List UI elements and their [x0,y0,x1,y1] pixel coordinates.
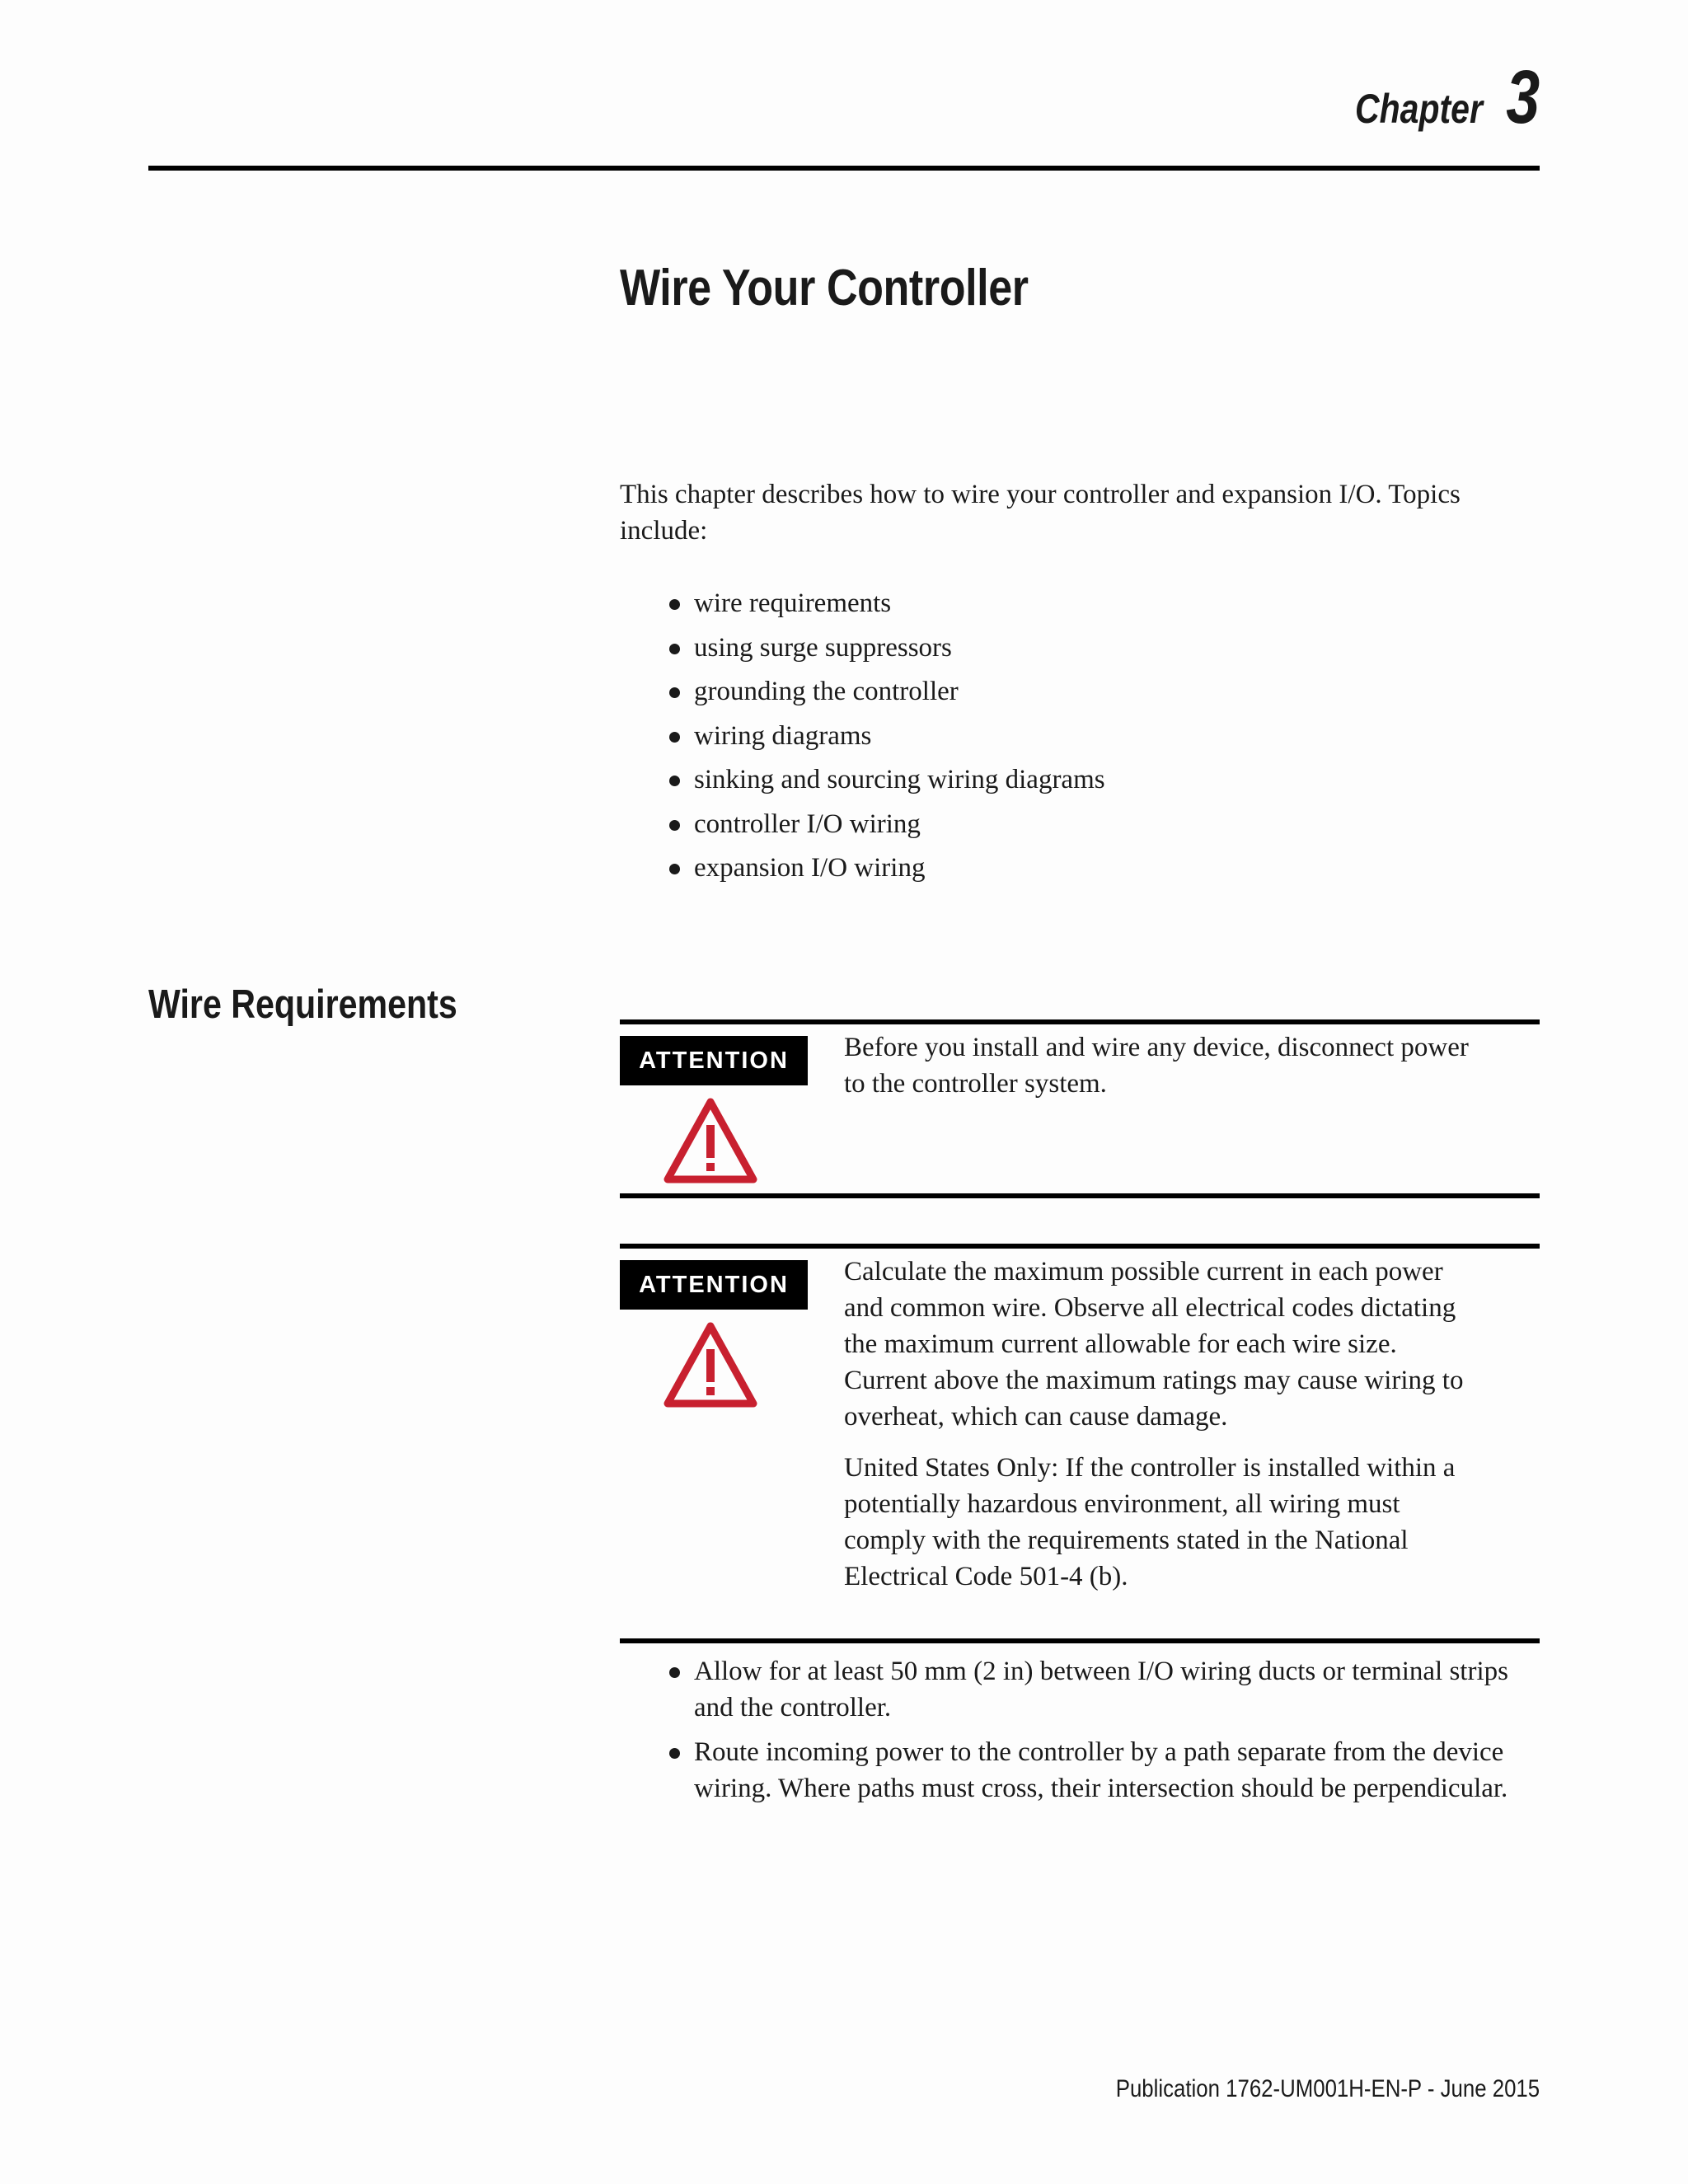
warning-triangle-icon [661,1095,760,1186]
attention-box [620,1244,1540,1643]
attention-paragraph: Before you install and wire any device, disconnect power to the controller system. [844,1033,1469,1099]
publication-footer: Publication 1762-UM001H-EN-P - June 2015 [1115,2075,1540,2102]
list-item: wire requirements [669,585,1493,630]
attention-paragraph: Calculate the maximum possible current in each power and common wire. Observe all electrical codes dictating the maximum current allowable for each wire size. Current above the maximum ratings may cause wiring to overheat, which can cause damage. [844,1257,1464,1432]
section-heading: Wire Requirements [148,982,457,1027]
attention-badge: ATTENTION [620,1260,808,1310]
list-item: expansion I/O wiring [669,850,1493,894]
list-item: Route incoming power to the controller by a path separate from the device wiring. Where paths must cross, their intersection should be perpendicular. [669,1734,1535,1807]
list-item: Allow for at least 50 mm (2 in) between I/O wiring ducts or terminal strips and the controller. [669,1653,1535,1726]
chapter-number: 3 [1506,55,1540,139]
list-item: using surge suppressors [669,630,1493,674]
list-item: sinking and sourcing wiring diagrams [669,762,1493,806]
warning-triangle-icon [661,1319,760,1410]
attention-text [844,1254,1470,1610]
topics-list [669,585,1493,894]
page-title: Wire Your Controller [620,260,1029,316]
list-item: controller I/O wiring [669,806,1493,851]
attention-box [620,1019,1540,1198]
list-item: wiring diagrams [669,718,1493,762]
requirements-list [669,1653,1535,1815]
attention-paragraph: United States Only: If the controller is installed within a potentially hazardous environment, all wiring must comply with the requirements stated in the National Electrical Code 501-4 (b). [844,1453,1456,1591]
intro-paragraph: This chapter describes how to wire your controller and expansion I/O. Topics include: [620,480,1461,546]
chapter-divider [148,166,1540,171]
chapter-label: Chapter [1354,86,1483,132]
list-item: grounding the controller [669,673,1493,718]
attention-text [844,1029,1470,1117]
attention-badge: ATTENTION [620,1036,808,1085]
chapter-header [1327,55,1540,142]
